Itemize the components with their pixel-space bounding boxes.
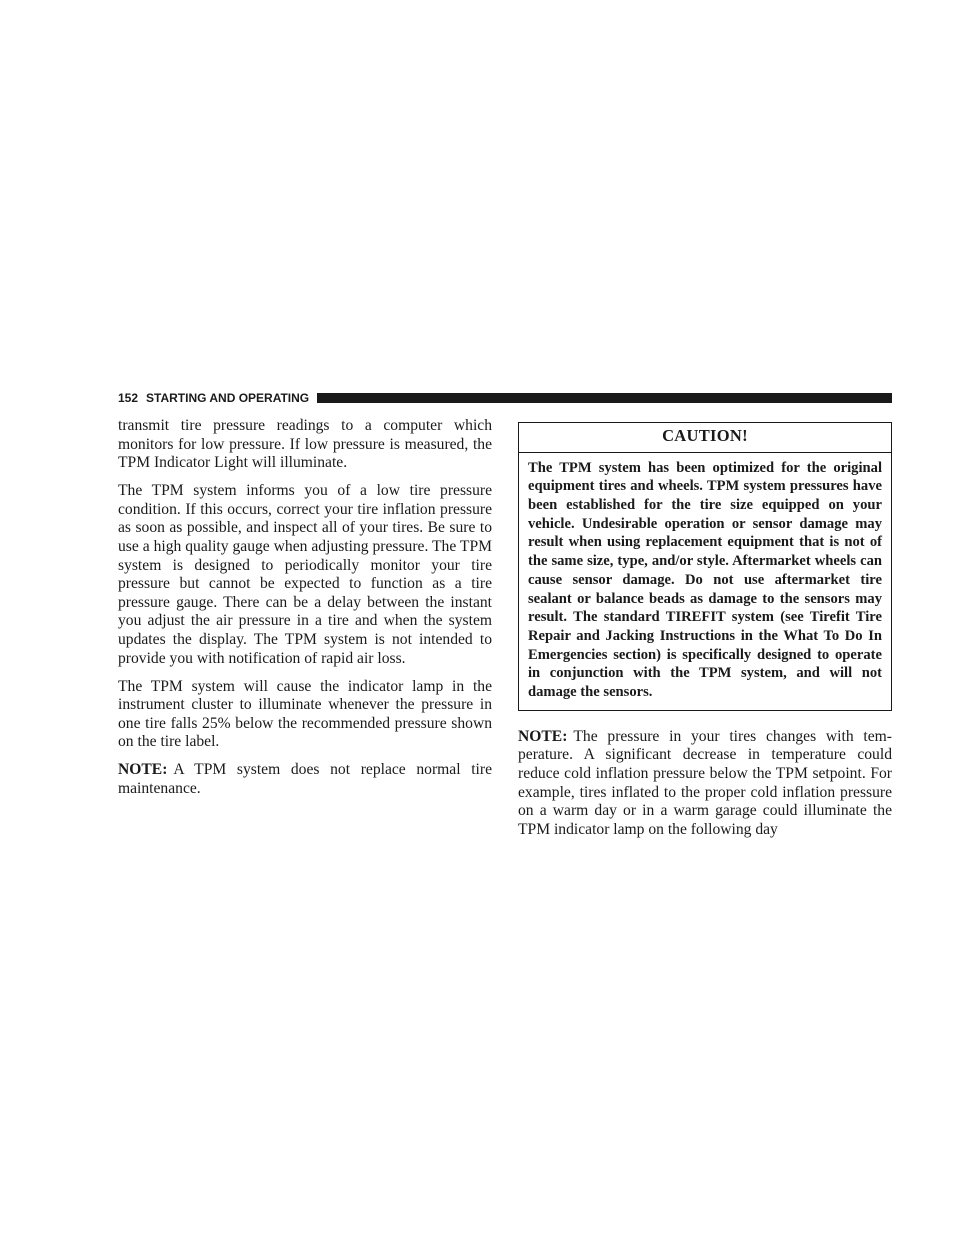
paragraph-tpm-informs: The TPM system informs you of a low tire pressure condition. If this occurs, correct your tire inflation pressure as soon as possible, and inspect all of your tires. Be sure to use a high quality gauge when adjusting pressure. The TPM system is designed to periodically monitor your tire pressure but cannot be expected to function as a tire pressure gauge. There can be a delay between the instant you adjust the air pressure in a tire and when the system updates the display. The TPM system is not intended to provide you with notification of rapid air loss.	[118, 482, 492, 667]
note-text: A TPM system does not replace normal tire maintenance.	[118, 761, 492, 797]
section-title: STARTING AND OPERATING	[146, 391, 310, 405]
caution-body: The TPM system has been optimized for the original equipment tires and wheels. TPM system pressures have been established for the tire size equipped on your vehicle. Undesirable operation or sensor damage may result when using replacement equipment that is not of the same size, type, and/or style. Aftermarket wheels can cause sensor damage. Do not use aftermarket tire sealant or balance beads as damage to the sensors may result. The standard TIREFIT system (see Tirefit Tire Repair and Jacking Instructions in the What To Do In Emergencies section) is specifically designed to operate in conjunction with the TPM system, and will not damage the sensors.	[528, 459, 882, 701]
page-header	[118, 390, 892, 406]
note-label: NOTE:	[518, 727, 568, 745]
note-maintenance	[118, 761, 492, 798]
note-text: The pressure in your tires changes with temperature. A significant decrease in temperature could reduce cold inflation pressure below the TPM setpoint. For example, tires inflated to the proper cold inflation pressure on a warm day or in a warm garage could illuminate the TPM indicator lamp on the following day	[518, 727, 892, 838]
caution-box	[518, 422, 892, 711]
right-column	[518, 417, 892, 849]
paragraph-tpm-indicator: The TPM system will cause the indicator lamp in the instrument cluster to illuminate whenever the pressure in one tire falls 25% below the recommended pressure shown on the tire label.	[118, 677, 492, 751]
caution-title: CAUTION!	[519, 423, 891, 453]
header-rule	[317, 393, 892, 403]
note-temperature	[518, 728, 892, 840]
paragraph-tpm-transmit: transmit tire pressure readings to a computer which monitors for low pressure. If low pressure is measured, the TPM Indicator Light will illuminate.	[118, 417, 492, 472]
note-label: NOTE:	[118, 761, 168, 779]
page-number: 152	[118, 391, 139, 405]
left-column	[118, 417, 492, 808]
